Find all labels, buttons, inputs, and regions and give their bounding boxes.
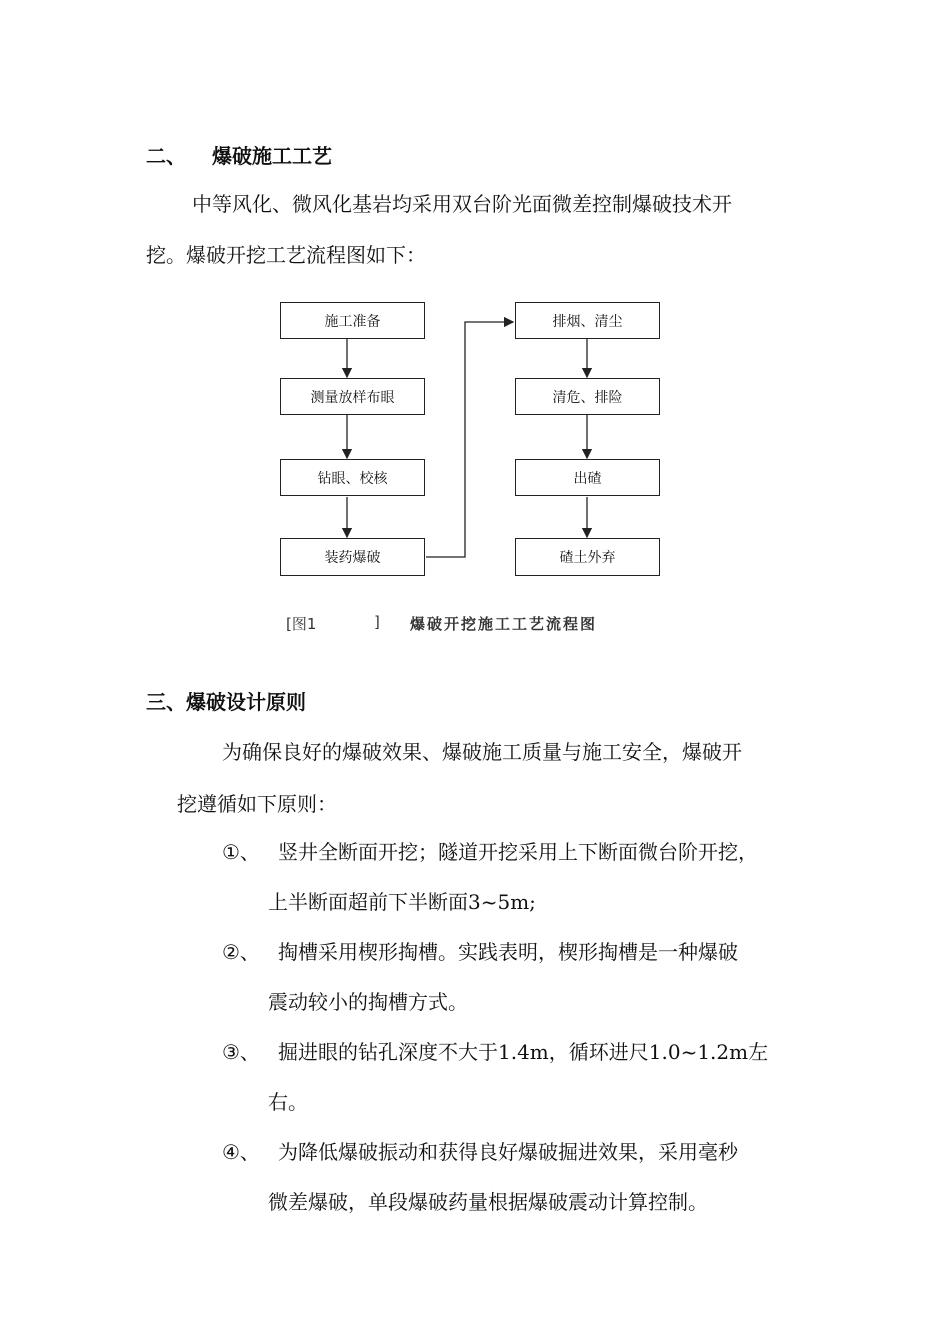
principle-2-marker: ②、: [222, 940, 260, 964]
flowchart-connectors: [0, 0, 950, 640]
section2-paragraph-line2: 挖。爆破开挖工艺流程图如下：: [146, 243, 426, 267]
principle-1-marker: ①、: [222, 840, 260, 864]
principle-2-line1: 掏槽采用楔形掏槽。实践表明，楔形掏槽是一种爆破: [278, 940, 738, 964]
principle-1-line2: 上半断面超前下半断面3~5m;: [268, 890, 536, 914]
flow-step-mucking: 出碴: [515, 459, 660, 496]
flow-step-hazard-removal: 清危、排险: [515, 378, 660, 415]
figure-caption-label: [图1: [286, 615, 317, 633]
principle-1-line1: 竖井全断面开挖；隧道开挖采用上下断面微台阶开挖，: [278, 840, 758, 864]
flow-step-spoil-disposal: 碴土外弃: [515, 538, 660, 576]
principle-2-line2: 震动较小的掏槽方式。: [268, 990, 468, 1014]
section3-intro-line1: 为确保良好的爆破效果、爆破施工质量与施工安全，爆破开: [222, 740, 742, 764]
principle-3-line1: 掘进眼的钻孔深度不大于1.4m，循环进尺1.0~1.2m左: [278, 1040, 769, 1064]
section2-paragraph-line1: 中等风化、微风化基岩均采用双台阶光面微差控制爆破技术开: [192, 192, 732, 216]
flow-step-drilling-check: 钻眼、校核: [280, 459, 425, 496]
principle-4-line2: 微差爆破，单段爆破药量根据爆破震动计算控制。: [268, 1190, 708, 1214]
flow-step-smoke-dust: 排烟、清尘: [515, 302, 660, 339]
flow-step-preparation: 施工准备: [280, 302, 425, 339]
figure-caption-bracket: ]: [374, 613, 380, 631]
section3-intro-line2: 挖遵循如下原则：: [177, 792, 337, 816]
principle-3-line2: 右。: [268, 1090, 308, 1114]
principle-4-line1: 为降低爆破振动和获得良好爆破掘进效果，采用毫秒: [278, 1140, 738, 1164]
principle-4-marker: ④、: [222, 1140, 260, 1164]
arrow-cross-connector: [426, 322, 513, 557]
section2-title: 爆破施工工艺: [212, 144, 332, 168]
figure-caption-title: 爆破开挖施工工艺流程图: [410, 615, 598, 633]
flow-step-survey-layout: 测量放样布眼: [280, 378, 425, 415]
section2-number: 二、: [146, 144, 186, 168]
principle-3-marker: ③、: [222, 1040, 260, 1064]
section3-title: 三、爆破设计原则: [146, 690, 306, 714]
flow-step-charging-blasting: 装药爆破: [280, 538, 425, 576]
